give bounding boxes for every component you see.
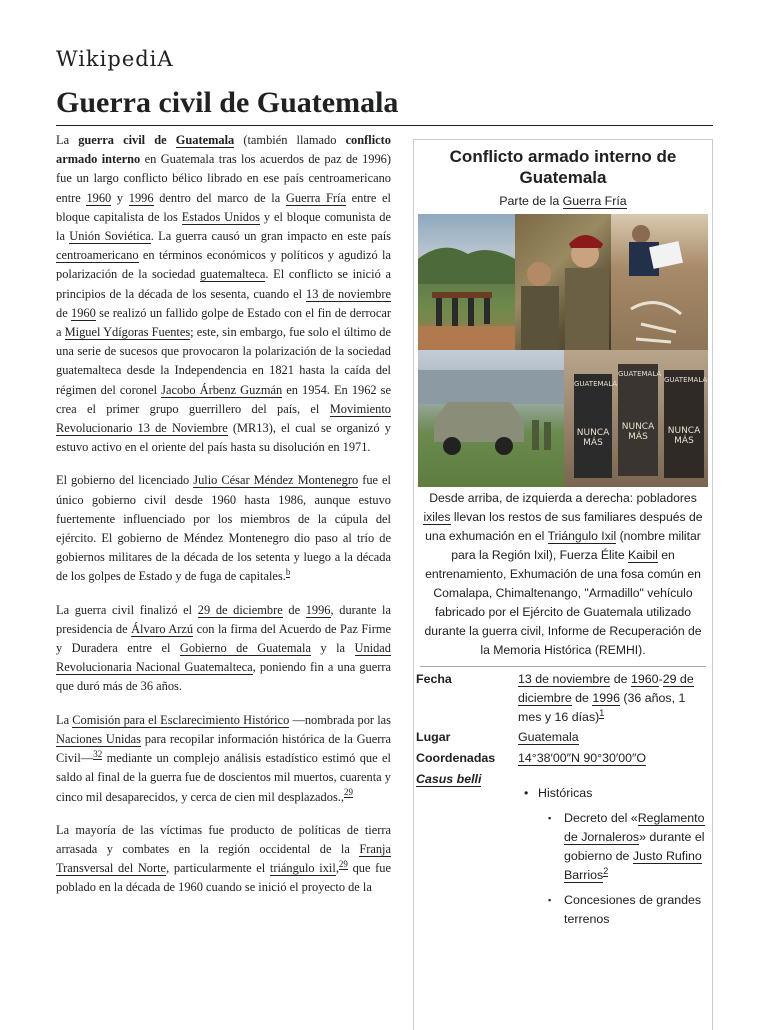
article-link[interactable]: 1960	[86, 190, 112, 205]
text-run: Decreto del «	[564, 811, 638, 825]
article-link[interactable]: Reglamento de Jornaleros	[564, 811, 705, 844]
article-link[interactable]: Álvaro Arzú	[131, 621, 194, 636]
fecha-label: Fecha	[416, 672, 452, 686]
casus-subitem-concesiones: ▪ Concesiones de grandes terrenos	[518, 891, 708, 929]
article-link[interactable]: Jacobo Árbenz Guzmán	[161, 382, 283, 397]
article-link[interactable]: 1996	[592, 691, 620, 705]
article-link[interactable]: Unión Soviética	[69, 229, 151, 244]
article-link[interactable]: 13 de noviembre	[518, 672, 611, 686]
text-run: con la firma del Acuerdo de Paz Firme y Duradera entre el	[56, 621, 392, 656]
text-run: guerra civil de	[78, 133, 176, 147]
article-paragraph-2	[56, 471, 391, 586]
lugar-value[interactable]: Guatemala	[518, 730, 579, 744]
article-link[interactable]: Naciones Unidas	[56, 731, 141, 746]
text-run: (nombre militar para la Región Ixil), Fuerza Élite	[451, 529, 701, 562]
coordenadas-value[interactable]: 14°38′00″N 90°30′00″O	[518, 751, 647, 765]
article-link[interactable]: Movimiento Revolucionario 13 de Noviembre	[56, 401, 391, 436]
article-link[interactable]: Julio César Méndez Montenegro	[193, 473, 359, 488]
text-run: de	[610, 672, 631, 686]
infobox-subtitle-prefix: Parte de la	[499, 194, 563, 208]
lugar-label: Lugar	[416, 730, 451, 744]
article-paragraph-1	[56, 131, 391, 457]
article-link[interactable]: triángulo ixil	[269, 861, 336, 876]
text-run: que fue poblado en la década de 1960 cuando se inició el proyecto de la	[56, 861, 391, 895]
casus-belli-value	[518, 784, 708, 929]
title-divider	[56, 125, 713, 126]
text-run: El gobierno del licenciado	[56, 473, 194, 488]
text-run: . La guerra causó un gran impacto en este país	[150, 229, 391, 244]
article-link[interactable]: centroamericano	[56, 248, 139, 263]
article-link[interactable]: Kaibil	[628, 548, 658, 562]
article-link[interactable]: Estados Unidos	[181, 209, 260, 224]
text-run: La mayoría de las víctimas fue producto de políticas de tierra arrasada y combates en la región occidental de la	[56, 822, 391, 856]
article-link[interactable]: Franja Transversal del Norte	[56, 841, 391, 876]
text-run: en Guatemala tras los acuerdos de paz de 1996) fue un largo conflicto bélico librado en ese país centroamericano entre	[56, 152, 391, 205]
article-link[interactable]: guatemalteca	[199, 267, 266, 282]
reference-marker[interactable]: 29	[343, 787, 353, 798]
reference-marker[interactable]: 29	[338, 858, 348, 869]
text-run: entre el bloque capitalista de los	[56, 190, 391, 224]
book-cover-1: GUATEMALA NUNCA MÁS	[574, 374, 612, 478]
cold-war-link[interactable]: Guerra Fría	[562, 194, 627, 208]
infobox-separator	[420, 666, 706, 667]
text-run: , durante la presidencia de	[56, 602, 391, 636]
text-run: -	[658, 672, 663, 686]
article-link[interactable]: Comisión para el Esclarecimiento Histórico	[72, 712, 290, 727]
text-run: , particularmente el	[166, 861, 270, 876]
text-run: se realizó un fallido golpe de Estado con el fin de derrocar a	[56, 305, 391, 340]
text-run: llevan los restos de sus familiares después de una exhumación en el	[425, 510, 703, 543]
reference-marker[interactable]: 1	[599, 707, 605, 718]
book-cover-3: GUATEMALA NUNCA MÁS	[664, 370, 704, 478]
text-run: y la	[310, 641, 355, 656]
article-link[interactable]: Triángulo Ixil	[547, 529, 617, 543]
book-cover-2: GUATEMALA NUNCA MÁS	[618, 364, 658, 476]
text-run: en entrenamiento, Exhumación de una fosa común en Comalapa, Chimaltenango, "Armadillo" vehículo fabricado por el Ejército de Guatemala utilizado durante la guerra civil, Informe de Recuperación de la Memoria Histórica (REMHI).	[424, 548, 702, 657]
infobox-image-caption	[420, 489, 706, 660]
text-run: » durante el gobierno de	[564, 830, 705, 863]
article-paragraph-3	[56, 601, 391, 697]
article-link[interactable]: 1996	[305, 602, 331, 617]
photo-armadillo-vehicle	[418, 350, 564, 487]
article-link[interactable]: Justo Rufino Barrios	[564, 849, 702, 882]
page-title: Guerra civil de Guatemala	[56, 86, 399, 119]
casus-item-historicas: • Históricas	[518, 784, 708, 803]
article-link[interactable]: Unidad Revolucionaria Nacional Guatemalteca	[56, 641, 391, 675]
text-run: mediante un complejo análisis estadístico estimó que el saldo al final de la guerra fue de doscientos mil muertos, cuarenta y cinco mil desaparecidos, y cerca de cien mil desplazados.,	[56, 751, 391, 804]
casus-belli-label[interactable]: Casus belli	[416, 772, 482, 786]
infobox	[413, 139, 713, 1030]
article-link[interactable]: Guatemala	[175, 133, 235, 147]
article-paragraph-4	[56, 711, 391, 807]
infobox-title: Conflicto armado interno de Guatemala	[449, 147, 677, 187]
text-run: La	[56, 712, 73, 727]
text-run: de	[282, 602, 306, 617]
text-run: La	[56, 133, 79, 147]
article-link[interactable]: Guerra Fría	[285, 190, 346, 205]
photo-remhi-books	[564, 350, 708, 487]
text-run: La guerra civil finalizó el	[56, 602, 198, 617]
text-run: (36 años, 1 mes y 16 días)	[518, 691, 686, 724]
article-link[interactable]: 1960	[71, 305, 96, 320]
article-link[interactable]: 1960	[630, 672, 659, 686]
reference-marker[interactable]: 32	[93, 748, 103, 759]
photo-kaibil-soldiers	[515, 214, 611, 350]
text-run: . El conflicto se inició a principios de la década de los sesenta, cuando el	[56, 267, 391, 301]
casus-subitem-decreto	[518, 809, 708, 885]
text-run: de	[56, 305, 72, 320]
text-run: Desde arriba, de izquierda a derecha: pobladores	[429, 491, 697, 505]
article-link[interactable]: Gobierno de Guatemala	[179, 641, 311, 656]
article-link[interactable]: Miguel Ydígoras Fuentes	[64, 325, 191, 340]
reference-marker[interactable]: b	[285, 567, 291, 578]
article-link[interactable]: 29 de diciembre	[197, 602, 283, 617]
text-run: , poniendo fin a una guerra que duró más de 36 años.	[56, 660, 391, 694]
text-run: (también llamado	[234, 133, 346, 147]
text-run: —nombrada por las	[289, 712, 391, 727]
text-run: dentro del marco de la	[153, 190, 286, 205]
fecha-value	[518, 670, 708, 727]
article-paragraph-5	[56, 821, 391, 898]
text-run: y	[111, 190, 129, 205]
infobox-image-collage[interactable]	[418, 214, 708, 487]
text-run: conflicto armado interno	[56, 133, 391, 167]
article-link[interactable]: 29 de diciembre	[518, 672, 694, 705]
article-link[interactable]: 13 de noviembre	[306, 286, 391, 301]
photo-ixil-villagers	[418, 214, 515, 350]
text-run: ; este, sin embargo, fue solo el último de una serie de sucesos que provocaron la polarización de la sociedad guatemalteca desde la Independencia en 1821 hasta la caída del régimen del coronel	[56, 325, 391, 397]
text-run: en 1954. En 1962 se crea el primer grupo guerrillero del país, el	[56, 382, 391, 416]
text-run: de	[571, 691, 593, 705]
text-run: (MR13), el cual se organizó y estuvo activo en el oriente del país hasta su disolución en 1971.	[56, 421, 391, 455]
wikipedia-logo[interactable]: WikipediA	[56, 47, 174, 71]
article-link[interactable]: 1996	[128, 190, 154, 205]
text-run: y el bloque comunista de la	[56, 209, 391, 244]
photo-exhumation	[611, 214, 708, 350]
text-run: para recopilar información histórica de la Guerra Civil—	[56, 731, 391, 766]
coordenadas-label: Coordenadas	[416, 751, 496, 765]
text-run: en términos económicos y políticos y agudizó la polarización de la sociedad	[56, 248, 391, 282]
text-run: ,	[335, 861, 339, 876]
reference-marker[interactable]: 2	[603, 865, 609, 876]
article-body	[56, 131, 391, 912]
text-run: fue el único gobierno civil desde 1960 hasta 1986, aunque estuvo fuertemente influenciado por los miembros de la cúpula del ejército. El gobierno de Méndez Montenegro dio paso al trío de gobiernos militares de la década de los setenta y luego a la década de los golpes de Estado y de fuga de capitales.	[56, 473, 391, 584]
infobox-subtitle	[414, 194, 712, 208]
article-link[interactable]: ixiles	[423, 510, 451, 524]
